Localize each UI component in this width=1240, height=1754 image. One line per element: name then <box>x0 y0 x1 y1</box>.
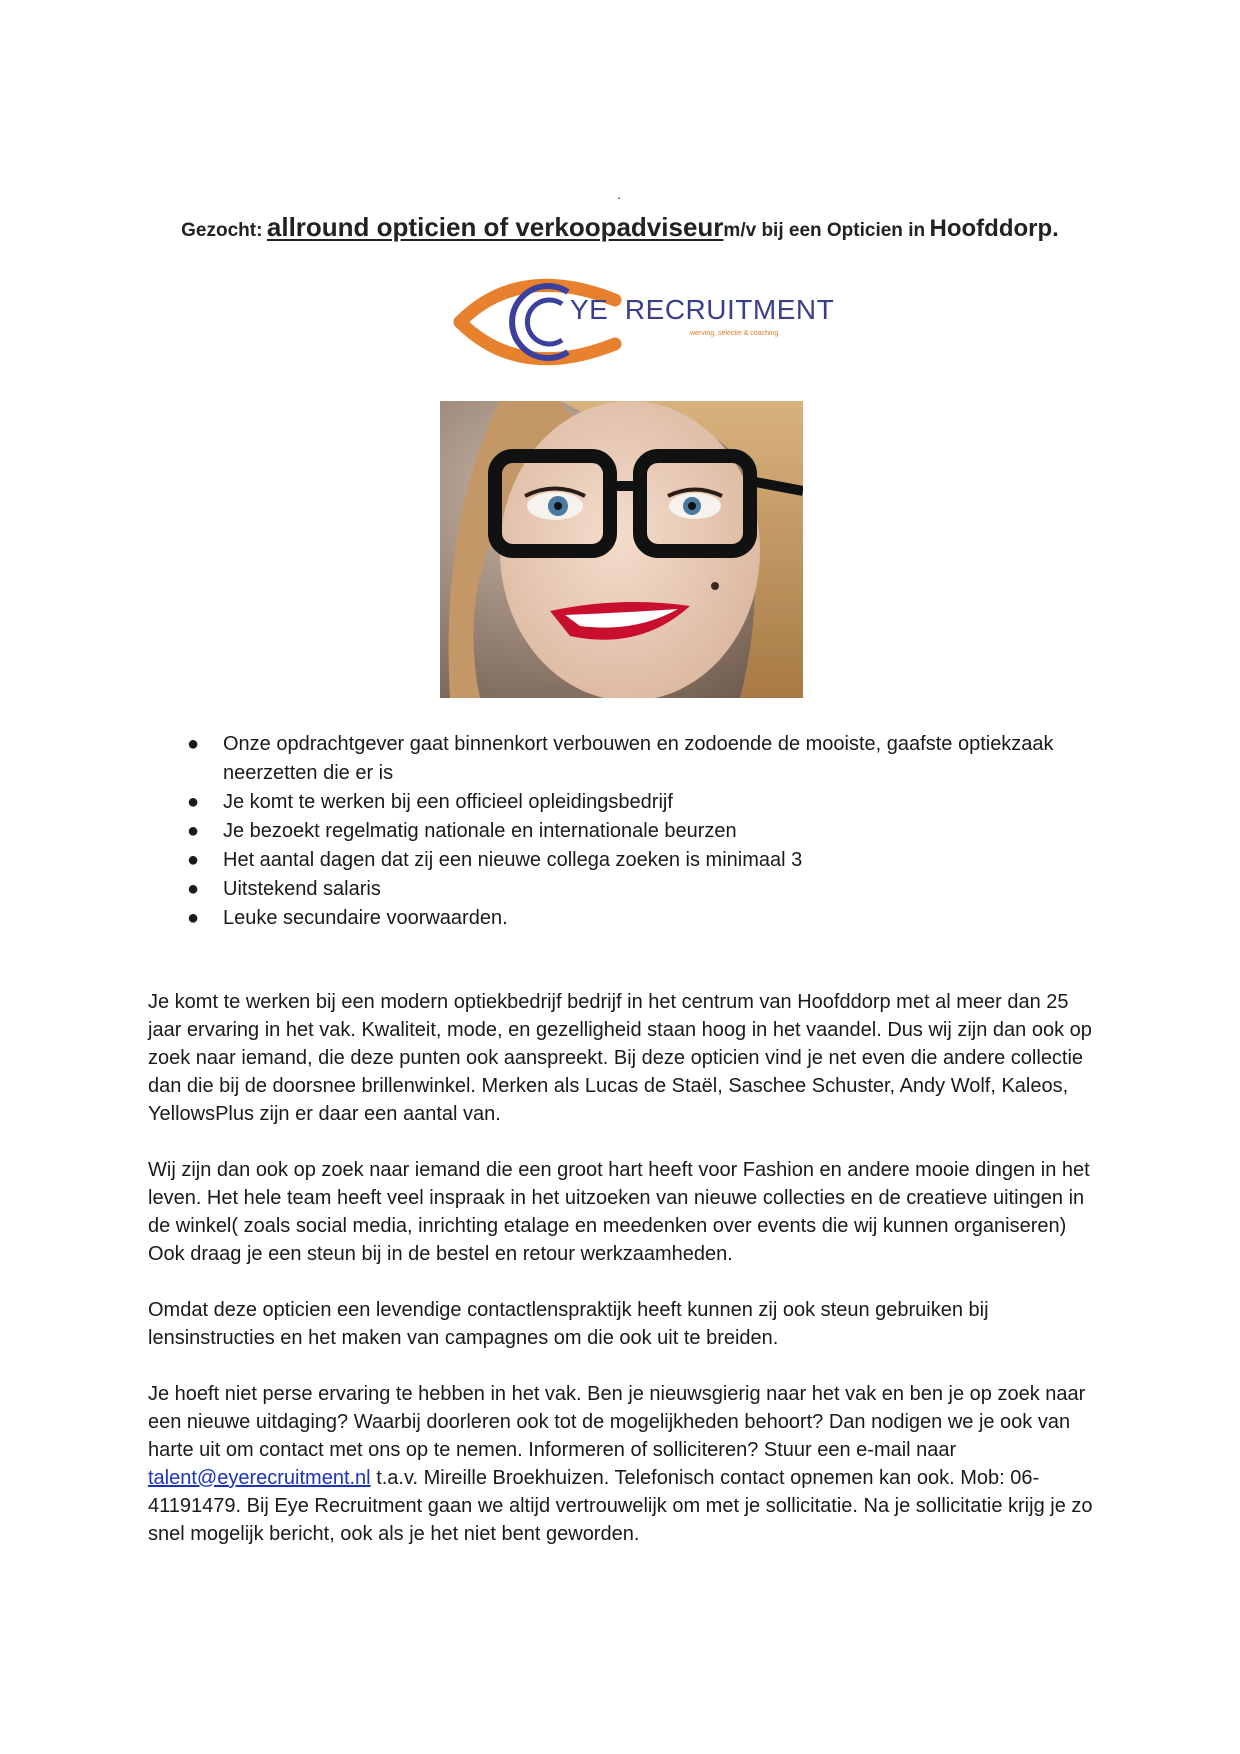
paragraph-apply: Je hoeft niet perse ervaring te hebben in het vak. Ben je nieuwsgierig naar het vak en ben je op zoek naar een nieuwe uitdaging? Waarbij doorleren ook tot de mogelijkheden behoort? Dan nodigen we je ook van harte uit om contact met ons op te nemen. Informeren of solliciteren? Stuur een e-mail naar talent@eyerecruitment.nl t.a.v. Mireille Broekhuizen. Telefonisch contact opnemen kan ook. Mob: 06-41191479. Bij Eye Recruitment gaan we altijd vertrouwelijk om met je sollicitatie. Na je sollicitatie krijg je zo snel mogelijk bericht, ook als je het niet bent geworden. <box>148 1383 1093 1545</box>
list-item: ● Het aantal dagen dat zij een nieuwe collega zoeken is minimaal 3 <box>175 846 1075 875</box>
list-item: ● Onze opdrachtgever gaat binnenkort verbouwen en zodoende de mooiste, gaafste optiekzaak neerzetten die er is <box>175 730 1075 788</box>
woman-with-glasses-photo <box>440 401 803 698</box>
list-item: ● Leuke secundaire voorwaarden. <box>175 904 1075 933</box>
bullet-icon: ● <box>187 791 200 813</box>
paragraph-company: Je komt te werken bij een modern optiekbedrijf bedrijf in het centrum van Hoofddorp met al meer dan 25 jaar ervaring in het vak. Kwaliteit, mode, en gezelligheid staan hoog in het vaandel. Dus wij zijn dan ook op zoek naar iemand, die deze punten ook aanspreekt. Bij deze opticien vind je net even die andere collectie dan die bij de doorsnee brillenwinkel. Merken als Lucas de Staël, Saschee Schuster, Andy Wolf, Kaleos, YellowsPlus zijn er daar een aantal van. <box>148 991 1092 1125</box>
body-text <box>148 988 1098 1576</box>
bullet-icon: ● <box>187 878 200 900</box>
logo-tagline: werving, selectie & coaching <box>690 330 779 337</box>
bullet-icon: ● <box>187 733 200 755</box>
title-role: allround opticien of verkoopadviseur <box>266 212 724 242</box>
paragraph-profile: Wij zijn dan ook op zoek naar iemand die een groot hart heeft voor Fashion en andere mooie dingen in het leven. Het hele team heeft veel inspraak in het uitzoeken van nieuwe collecties en de creatieve uitingen in de winkel( zoals social media, inrichting etalage en meedenken over events die wij kunnen organiseren) Ook draag je een steun bij in de bestel en retour werkzaamheden. <box>148 1159 1090 1265</box>
benefits-list <box>175 730 1075 933</box>
header-dot: . <box>617 186 621 202</box>
list-item: ● Uitstekend salaris <box>175 875 1075 904</box>
paragraph-contactlenses: Omdat deze opticien een levendige contactlenspraktijk heeft kunnen zij ook steun gebruiken bij lensinstructies en het maken van campagnes om die ook uit te breiden. <box>148 1299 989 1349</box>
title-city: Hoofddorp. <box>929 215 1059 242</box>
list-item: ● Je komt te werken bij een officieel opleidingsbedrijf <box>175 788 1075 817</box>
page-title <box>0 212 1240 243</box>
title-prefix: Gezocht: <box>181 220 263 241</box>
photo-illustration <box>440 401 803 698</box>
eye-recruitment-logo <box>450 270 835 375</box>
bullet-icon: ● <box>187 820 200 842</box>
title-middle: m/v bij een Opticien in <box>723 220 926 241</box>
email-link[interactable]: talent@eyerecruitment.nl <box>148 1467 371 1489</box>
bullet-icon: ● <box>187 849 200 871</box>
bullet-icon: ● <box>187 907 200 929</box>
logo-wordmark: YE RECRUITMENT <box>570 294 835 325</box>
list-item: ● Je bezoekt regelmatig nationale en internationale beurzen <box>175 817 1075 846</box>
